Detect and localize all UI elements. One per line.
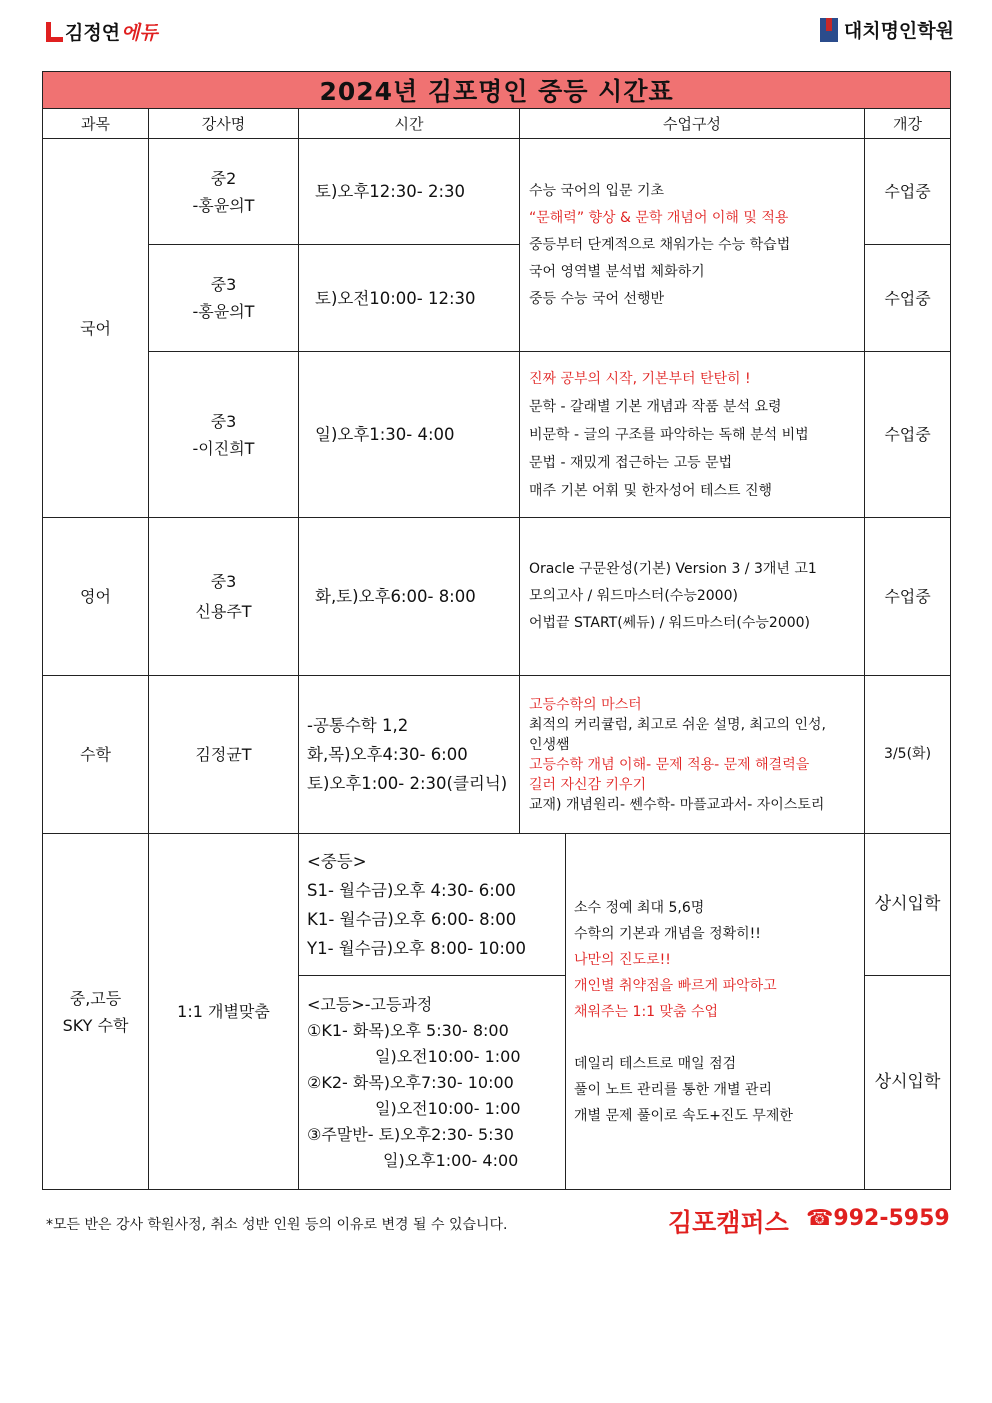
status-cell: 수업중: [865, 518, 951, 676]
timetable: [42, 71, 951, 1190]
daechi-myungin-logo: [820, 16, 954, 43]
academy-logo-icon: [820, 18, 838, 42]
status-cell: 3/5(화): [865, 676, 951, 834]
logo-right-text: 대치명인학원: [843, 20, 954, 42]
time-cell: 토)오후12:30- 2:30: [299, 139, 520, 245]
teacher-cell: 중3 -이진희T: [149, 352, 299, 518]
teacher-cell: 김정균T: [149, 676, 299, 834]
header-teacher: 강사명: [149, 109, 299, 139]
time-cell-high: <고등>-고등과정 ①K1- 화목)오후 5:30- 8:00 일)오전10:00- 1:00 ②K2- 화목)오후7:30- 10:00 일)오전10:00- 1:00 ③주말반- 토)오후2:30- 5:30 일)오후1:00- 4:00: [299, 976, 566, 1190]
time-cell: -공통수학 1,2 화,목)오후4:30- 6:00 토)오후1:00- 2:30(클리닉): [299, 676, 520, 834]
time-cell: 토)오전10:00- 12:30: [299, 245, 520, 352]
status-cell: 상시입학: [865, 976, 951, 1190]
header-content: 수업구성: [520, 109, 865, 139]
edu-logo-icon: [46, 22, 63, 42]
table-row: [43, 352, 951, 518]
status-cell: 수업중: [865, 245, 951, 352]
status-cell: 수업중: [865, 352, 951, 518]
time-cell: 화,토)오후6:00- 8:00: [299, 518, 520, 676]
status-cell: 수업중: [865, 139, 951, 245]
content-cell: 진짜 공부의 시작, 기본부터 탄탄히 ! 문학 - 갈래별 기본 개념과 작품 분석 요령 비문학 - 글의 구조를 파악하는 독해 분석 비법 문법 - 재밌게 접근하는 고등 문법 매주 기본 어휘 및 한자성어 테스트 진행: [520, 352, 865, 518]
table-row: [43, 518, 951, 676]
status-cell: 상시입학: [865, 834, 951, 976]
header-time: 시간: [299, 109, 520, 139]
table-row: [43, 676, 951, 834]
content-cell: Oracle 구문완성(기본) Version 3 / 3개년 고1 모의고사 / 워드마스터(수능2000) 어법끝 START(쎄듀) / 워드마스터(수능2000): [520, 518, 865, 676]
timetable-title: 2024년 김포명인 중등 시간표: [43, 72, 951, 109]
subject-korean: 국어: [43, 139, 149, 518]
table-row: [43, 834, 951, 976]
time-cell-middle: <중등> S1- 월수금)오후 4:30- 6:00 K1- 월수금)오후 6:00- 8:00 Y1- 월수금)오후 8:00- 10:00: [299, 834, 566, 976]
logo-left-text: 김정연: [65, 22, 121, 44]
time-cell: 일)오후1:30- 4:00: [299, 352, 520, 518]
header-row: [43, 109, 951, 139]
teacher-cell: 중2 -홍윤의T: [149, 139, 299, 245]
subject-english: 영어: [43, 518, 149, 676]
subject-sky-math: 중,고등 SKY 수학: [43, 834, 149, 1190]
footnote: *모든 반은 강사 학원사정, 취소 성반 인원 등의 이유로 변경 될 수 있습니다.: [46, 1217, 508, 1233]
content-cell: 고등수학의 마스터 최적의 커리큘럼, 최고로 쉬운 설명, 최고의 인성, 인생쌤 고등수학 개념 이해- 문제 적용- 문제 해결력을 길러 자신감 키우기 교재) 개념원리- 쎈수학- 마플교과서- 자이스토리: [520, 676, 865, 834]
subject-math: 수학: [43, 676, 149, 834]
content-cell: 소수 정예 최대 5,6명 수학의 기본과 개념을 정확히!! 나만의 진도로!! 개인별 취약점을 빠르게 파악하고 채워주는 1:1 맞춤 수업 데일리 테스트로 매일 점검 풀이 노트 관리를 통한 개별 관리 개별 문제 풀이로 속도+진도 무제한: [566, 834, 865, 1190]
phone-number: ☎992-5959: [806, 1206, 950, 1231]
teacher-cell: 1:1 개별맞춤: [149, 834, 299, 1190]
teacher-cell: 중3 -홍윤의T: [149, 245, 299, 352]
table-row: [43, 139, 951, 245]
logo-left-edu: 에듀: [121, 22, 158, 44]
header-subject: 과목: [43, 109, 149, 139]
content-cell: 수능 국어의 입문 기초 “문해력” 향상 & 문학 개념어 이해 및 적용 중등부터 단계적으로 채워가는 수능 학습법 국어 영역별 분석법 체화하기 중등 수능 국어 선행반: [520, 139, 865, 352]
kimjungyeon-edu-logo: [46, 18, 158, 45]
campus-name: 김포캠퍼스: [668, 1208, 789, 1237]
teacher-cell: 중3 신용주T: [149, 518, 299, 676]
header-start: 개강: [865, 109, 951, 139]
